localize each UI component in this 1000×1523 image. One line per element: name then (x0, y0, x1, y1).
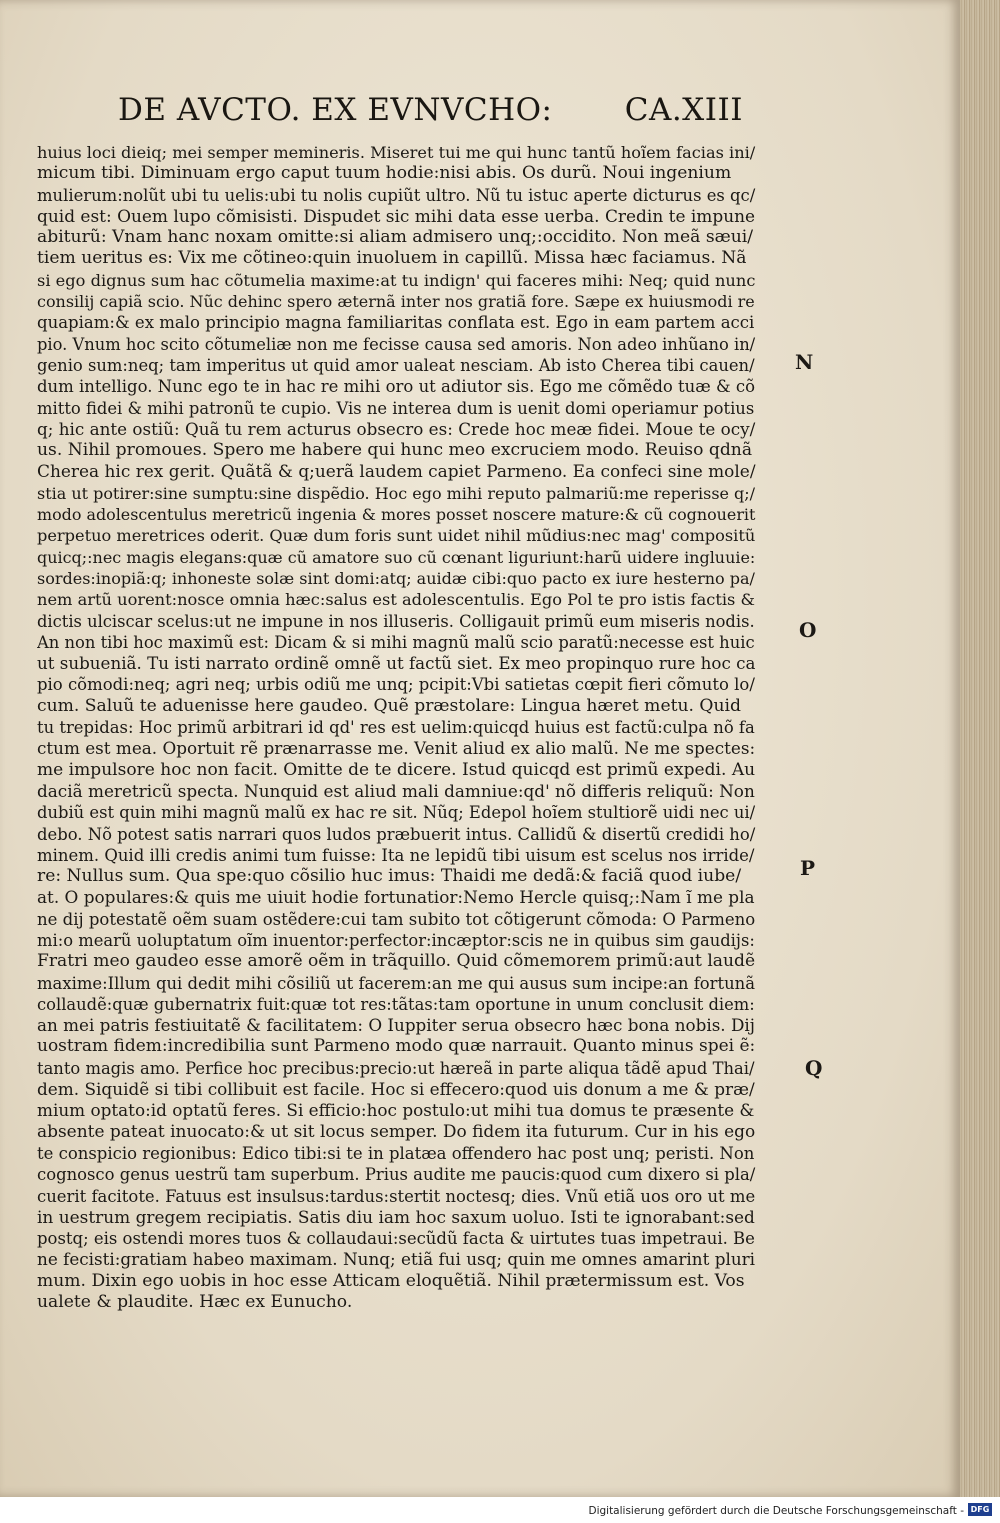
text-line: in uestrum gregem recipiatis. Satis diu iam hoc saxum uoluo. Isti te ignorabant:sed (37, 1206, 755, 1227)
text-line: Fratri meo gaudeo esse amorẽ oẽm in trãquillo. Quid cõmemorem primũ:aut laudẽ (37, 951, 756, 972)
text-line: ctum est mea. Oportuit rẽ prænarrasse me. Venit aliud ex alio malũ. Ne me spectes: (37, 738, 756, 759)
text-line: An non tibi hoc maximũ est: Dicam & si mihi magnũ malũ scio paratũ:necesse est huic (37, 632, 755, 652)
text-line: postq; eis ostendi mores tuos & collaudaui:secũdũ facta & uirtutes tuas impetraui. Be (37, 1229, 755, 1249)
text-line: dem. Siquidẽ si tibi collibuit est facile. Hoc si effecero:quod uis donum a me & præ/ (37, 1079, 755, 1100)
margin-letter-o: O (799, 618, 817, 642)
text-line: absente pateat inuocato:& ut sit locus semper. Do fidem ita futurum. Cur in his ego (37, 1121, 756, 1142)
text-line: quid est: Ouem lupo cõmisisti. Dispudet sic mihi data esse uerba. Credin te impune (37, 205, 756, 226)
body-text (37, 142, 757, 1313)
text-line: cuerit facitote. Fatuus est insulsus:tardus:stertit noctesq; dies. Vnũ etiã uos oro ut me (37, 1186, 756, 1206)
text-line: at. O populares:& quis me uiuit hodie fortunatior:Nemo Hercle quisq;:Nam ĩ me pla (37, 887, 755, 908)
text-line: sordes:inopiã:q; inhoneste solæ sint domi:atq; auidæ cibi:quo pacto ex iure hesterno pa/ (37, 568, 755, 588)
text-line: mi:o mearũ uoluptatum oĩm inuentor:perfector:incæptor:scis ne in quibus sim gaudijs: (37, 930, 755, 950)
text-line: genio sum:neq; tam imperitus ut quid amor ualeat nesciam. Ab isto Cherea tibi cauen/ (37, 355, 755, 375)
text-line: modo adolescentulus meretricũ ingenia & mores posset noscere mature:& cũ cognouerit (37, 505, 756, 525)
text-line: re: Nullus sum. Qua spe:quo cõsilio huc imus: Thaidi me dedã:& faciã quod iube/ (37, 866, 742, 887)
text-line: daciã meretricũ specta. Nunquid est aliud mali damniue:qd' nõ differis reliquũ: Non (37, 780, 755, 801)
text-line: pio. Vnum hoc scito cõtumeliæ non me fecisse causa sed amoris. Non adeo inhũano in/ (37, 334, 756, 354)
text-line: nem artũ uorent:nosce omnia hæc:salus est adolescentulis. Ego Pol te pro istis factis & (37, 590, 755, 610)
text-line: consilij capiã scio. Nũc dehinc spero æternã inter nos gratiã fore. Sæpe ex huiusmodi re (37, 292, 755, 312)
dfg-logo: DFG (968, 1503, 992, 1516)
text-line: an mei patris festiuitatẽ & facilitatem: O Iuppiter serua obsecro hæc bona nobis. Dij (37, 1015, 755, 1036)
text-line: dum intelligo. Nunc ego te in hac re mihi oro ut adiutor sis. Ego me cõmẽdo tuæ & cõ (37, 377, 756, 397)
text-line: stia ut potirer:sine sumptu:sine dispẽdio. Hoc ego mihi reputo palmariũ:me reperisse q;/ (37, 483, 756, 503)
page-edge (960, 0, 1000, 1497)
text-line: collaudẽ:quæ gubernatrix fuit:quæ tot res:tãtas:tam oportune in unum conclusit diem: (37, 994, 755, 1014)
text-line: tanto magis amo. Perfice hoc precibus:precio:ut hæreã in parte aliqua tãdẽ apud Thai/ (37, 1058, 755, 1078)
text-line: perpetuo meretrices oderit. Quæ dum foris sunt uidet nihil mũdius:nec mag' compositũ (37, 526, 756, 546)
running-title: DE AVCTO. EX EVNVCHO: (118, 92, 553, 128)
text-line: mitto fidei & mihi patronũ te cupio. Vis ne interea dum is uenit domi operiamur potius (37, 398, 755, 418)
text-line: uostram fidem:incredibilia sunt Parmeno modo quæ narrauit. Quanto minus spei ẽ: (37, 1036, 756, 1057)
margin-letter-n: N (795, 350, 814, 374)
text-line: ut subueniã. Tu isti narrato ordinẽ omnẽ ut factũ siet. Ex meo propinquo rure hoc ca (37, 653, 756, 674)
text-line: tiem ueritus es: Vix me cõtineo:quin inuoluem in capillũ. Missa hæc faciamus. Nã (37, 248, 747, 269)
footer-bar (0, 1497, 1000, 1523)
text-line: quapiam:& ex malo principio magna familiaritas conflata est. Ego in eam partem acci (37, 313, 755, 333)
text-line: me impulsore hoc non facit. Omitte de te dicere. Istud quicqd est primũ expedi. Au (37, 759, 756, 780)
text-line: dubiũ est quin mihi magnũ malũ ex hac re sit. Nũq; Edepol hoĩem stultiorẽ uidi nec ui/ (37, 803, 756, 823)
text-line: huius loci dieiq; mei semper memineris. Miseret tui me qui hunc tantũ hoĩem facias ini/ (37, 143, 756, 162)
text-line: maxime:Illum qui dedit mihi cõsiliũ ut facerem:an me qui ausus sum incipe:an fortunã (37, 973, 755, 993)
text-line: us. Nihil promoues. Spero me habere qui hunc meo excruciem modo. Reuiso qdnã (37, 440, 753, 461)
margin-letter-p: P (800, 856, 816, 880)
text-line: ne dij potestatẽ oẽm suam ostẽdere:cui tam subito tot cõtigerunt cõmoda: O Parmeno (37, 909, 756, 929)
text-line: debo. Nõ potest satis narrari quos ludos præbuerit intus. Callidũ & disertũ credidi ho/ (37, 824, 756, 844)
text-line: pio cõmodi:neq; agri neq; urbis odiũ me unq; pcipit:Vbi satietas cœpit fieri cõmuto lo/ (37, 675, 755, 695)
chapter-number: CA.XIII (624, 92, 743, 128)
text-line: cum. Saluũ te aduenisse here gaudeo. Quẽ præstolare: Lingua hæret metu. Quid (37, 695, 741, 716)
text-line: abiturũ: Vnam hanc noxam omitte:si aliam admisero unq;:occidito. Non meã sæui/ (37, 227, 754, 248)
footer-credit: Digitalisierung gefördert durch die Deutsche Forschungsgemeinschaft - (588, 1505, 964, 1517)
text-line: mulierum:nolũt ubi tu uelis:ubi tu nolis cupiũt ultro. Nũ tu istuc aperte dicturus es qc/ (37, 185, 756, 205)
text-line: dictis ulciscar scelus:ut ne impune in nos illuseris. Colligauit primũ eum miseris nodis. (37, 611, 755, 631)
text-line: ualete & plaudite. Hæc ex Eunucho. (37, 1292, 353, 1313)
text-line: mium optato:id optatũ feres. Si efficio:hoc postulo:ut mihi tua domus te præsente & (37, 1100, 755, 1121)
margin-letter-q: Q (805, 1056, 823, 1080)
text-line: te conspicio regionibus: Edico tibi:si te in platæa offendero hac post unq; peristi. Non (37, 1143, 755, 1163)
text-line: quicq;:nec magis elegans:quæ cũ amatore suo cũ cœnant liguriunt:harũ uidere ingluuie: (37, 547, 756, 567)
text-line: mum. Dixin ego uobis in hoc esse Atticam eloquẽtiã. Nihil prætermissum est. Vos (37, 1270, 745, 1291)
text-line: tu trepidas: Hoc primũ arbitrari id qd' res est uelim:quicqd huius est factũ:culpa nõ fa (37, 718, 755, 738)
text-line: si ego dignus sum hac cõtumelia maxime:at tu indign' qui faceres mihi: Neq; quid nunc (37, 270, 756, 290)
text-line: minem. Quid illi credis animi tum fuisse: Ita ne lepidũ tibi uisum est scelus nos irride/ (37, 845, 755, 865)
text-line: cognosco genus uestrũ tam superbum. Prius audite me paucis:quod cum dixero si pla/ (37, 1165, 756, 1185)
text-line: q; hic ante ostiũ: Quã tu rem acturus obsecro es: Crede hoc meæ fidei. Moue te ocy/ (37, 418, 756, 439)
page-header (118, 92, 743, 136)
text-line: micum tibi. Diminuam ergo caput tuum hodie:nisi abis. Os durũ. Noui ingenium (37, 163, 732, 184)
text-line: Cherea hic rex gerit. Quãtã & q;uerã laudem capiet Parmeno. Ea confeci sine mole/ (37, 461, 756, 482)
text-line: ne fecisti:gratiam habeo maximam. Nunq; etiã fui usq; quin me omnes amarint pluri (37, 1249, 756, 1270)
